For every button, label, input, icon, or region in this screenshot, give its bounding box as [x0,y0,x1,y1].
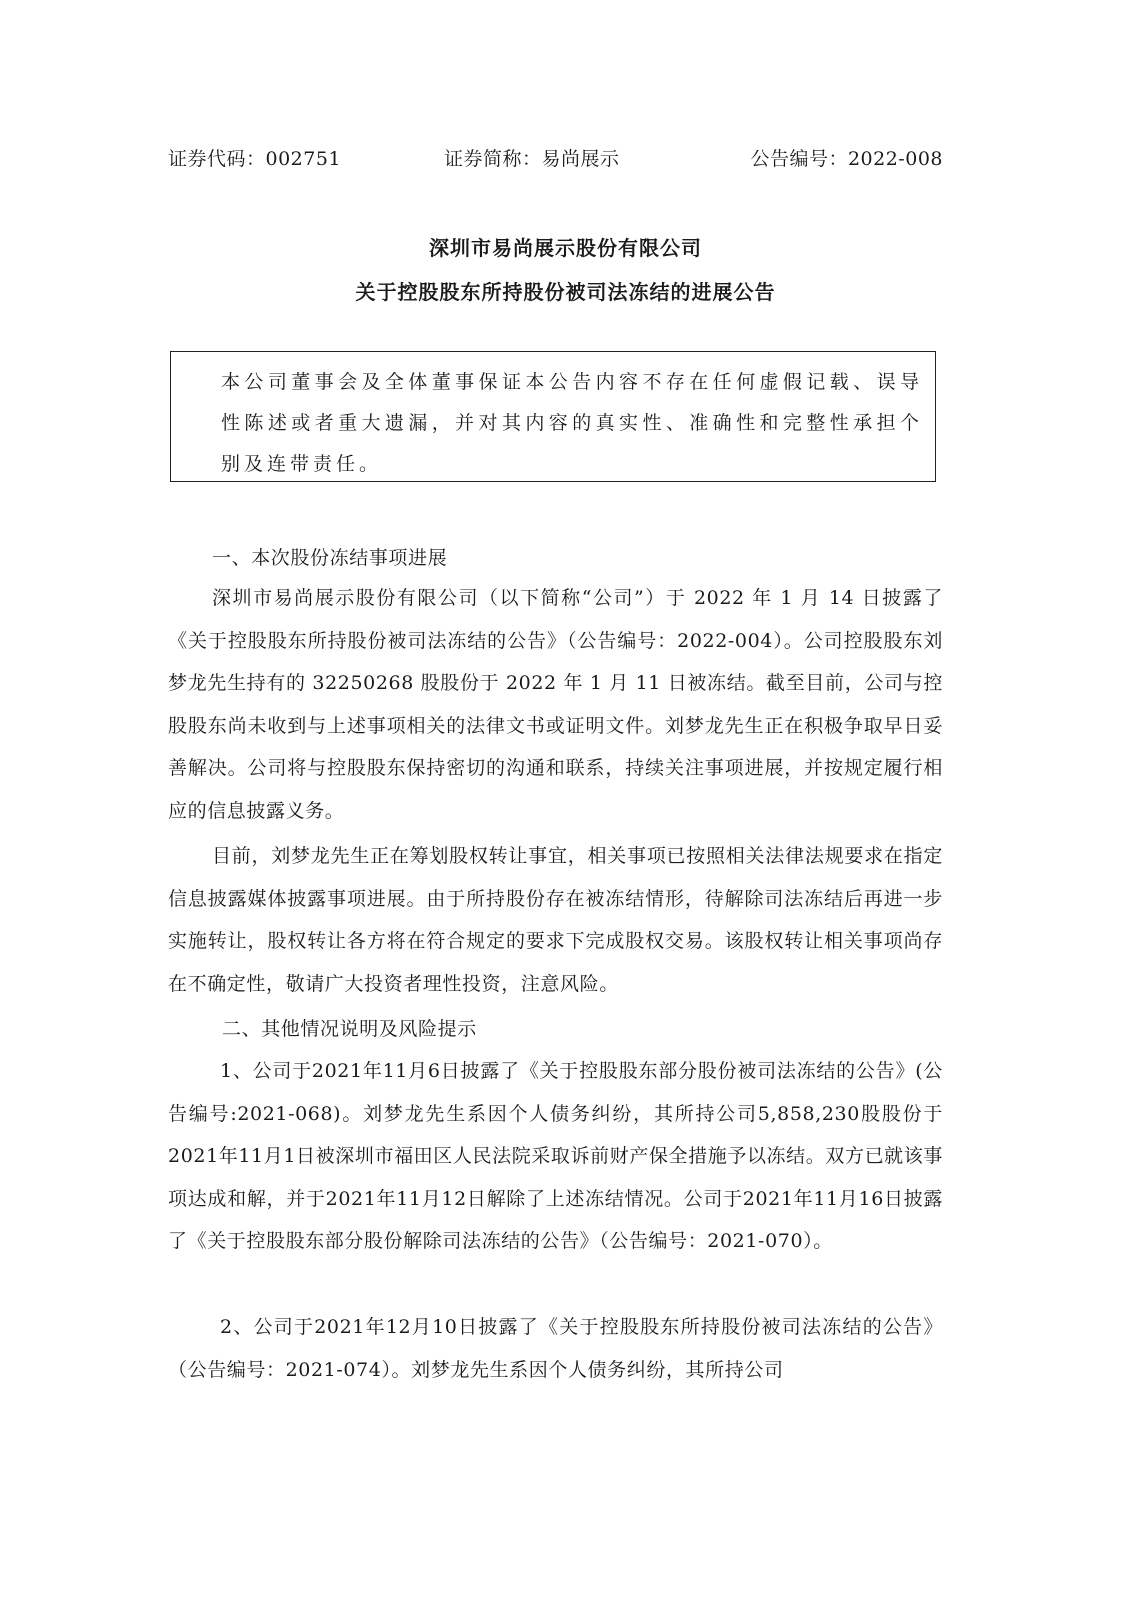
announcement-number: 公告编号：2022-008 [750,148,943,170]
section-2-heading: 二、其他情况说明及风险提示 [222,1018,477,1040]
section-1-heading: 一、本次股份冻结事项进展 [212,547,448,569]
announcement-title: 关于控股股东所持股份被司法冻结的进展公告 [355,280,776,304]
paragraph-text: 2、公司于2021年12月10日披露了《关于控股股东所持股份被司法冻结的公告》（公告编号：2021-074）。刘梦龙先生系因个人债务纠纷，其所持公司 [168,1316,943,1381]
company-title: 深圳市易尚展示股份有限公司 [429,236,702,260]
stock-code: 证券代码：002751 [168,148,342,170]
section-1-paragraph-1 [168,577,943,832]
section-1-paragraph-2 [168,835,943,1005]
paragraph-text: 目前，刘梦龙先生正在筹划股权转让事宜，相关事项已按照相关法律法规要求在指定信息披露媒体披露事项进展。由于所持股份存在被冻结情形，待解除司法冻结后再进一步实施转让，股权转让各方将在符合规定的要求下完成股权交易。该股权转让相关事项尚存在不确定性，敬请广大投资者理性投资，注意风险。 [168,845,943,995]
board-statement-text: 本公司董事会及全体董事保证本公告内容不存在任何虚假记载、误导性陈述或者重大遗漏，并对其内容的真实性、准确性和完整性承担个别及连带责任。 [221,371,923,475]
paragraph-text: 1、公司于2021年11月6日披露了《关于控股股东部分股份被司法冻结的公告》(公告编号:2021-068)。刘梦龙先生系因个人债务纠纷，其所持公司5,858,230股股份于2021年11月1日被深圳市福田区人民法院采取诉前财产保全措施予以冻结。双方已就该事项达成和解，并于2021年11月12日解除了上述冻结情况。公司于2021年11月16日披露了《关于控股股东部分股份解除司法冻结的公告》（公告编号：2021-070）。 [168,1060,943,1252]
stock-abbreviation: 证券简称：易尚展示 [444,148,620,170]
board-statement-box [170,351,936,482]
paragraph-text: 深圳市易尚展示股份有限公司（以下简称“公司”）于 2022 年 1 月 14 日披露了《关于控股股东所持股份被司法冻结的公告》（公告编号：2022-004）。公司控股股东刘梦龙先生持有的 32250268 股股份于 2022 年 1 月 11 日被冻结。截至目前，公司与控股股东尚未收到与上述事项相关的法律文书或证明文件。刘梦龙先生正在积极争取早日妥善解决。公司将与控股股东保持密切的沟通和联系，持续关注事项进展，并按规定履行相应的信息披露义务。 [168,587,943,822]
document-header [168,144,943,174]
section-2-item-2 [168,1306,943,1391]
section-2-item-1 [168,1050,943,1263]
